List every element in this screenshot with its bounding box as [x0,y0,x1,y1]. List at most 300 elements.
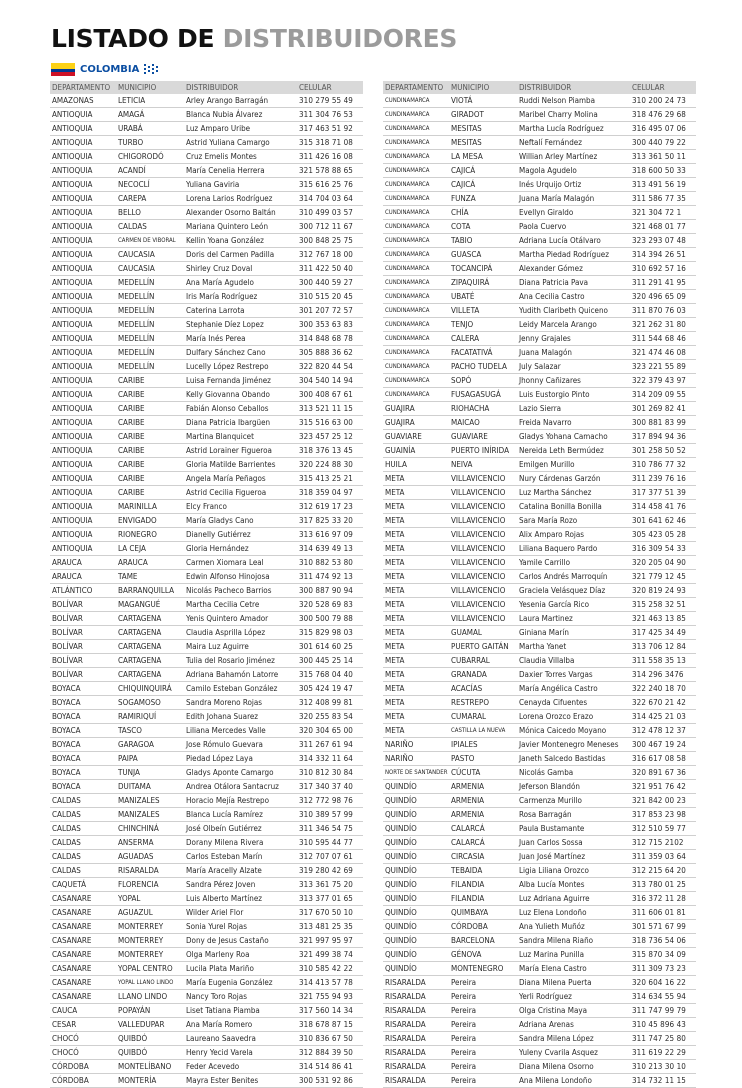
table-row [383,752,696,766]
departamento-cell: META [383,486,449,500]
celular-cell: 317 377 51 39 [630,486,696,500]
distribuidor-cell: Olga Cristina Maya [517,1004,630,1018]
distribuidor-cell: Yerli Rodríguez [517,990,630,1004]
departamento-cell: QUINDÍO [383,934,449,948]
municipio-cell: BARRANQUILLA [116,584,184,598]
municipio-cell: FUNZA [449,192,517,206]
table-row [50,920,363,934]
table-row [383,458,696,472]
municipio-cell: NECOCLÍ [116,178,184,192]
table-row [50,934,363,948]
table-row [50,598,363,612]
distribuidor-cell: Javier Montenegro Meneses [517,738,630,752]
table-row [50,318,363,332]
municipio-cell: MEDELLÍN [116,290,184,304]
celular-cell: 305 424 19 47 [297,682,363,696]
celular-cell: 318 678 87 15 [297,1018,363,1032]
table-row [50,248,363,262]
departamento-cell: CASANARE [50,976,116,990]
table-row [50,1032,363,1046]
distribuidor-cell: Sara María Rozo [517,514,630,528]
municipio-cell: MAGANGUÉ [116,598,184,612]
celular-cell: 316 617 08 58 [630,752,696,766]
celular-cell: 312 619 17 23 [297,500,363,514]
departamento-cell: CUNDINAMARCA [383,94,449,108]
distribuidor-cell: Carmen Xiomara Leal [184,556,297,570]
distribuidor-cell: Nury Cárdenas Garzón [517,472,630,486]
celular-cell: 313 491 56 19 [630,178,696,192]
departamento-cell: CAUCA [50,1004,116,1018]
municipio-cell: CALARCÁ [449,836,517,850]
celular-cell: 311 606 01 81 [630,906,696,920]
municipio-cell: TASCO [116,724,184,738]
distribuidor-cell: Rosa Barragán [517,808,630,822]
municipio-cell: BELLO [116,206,184,220]
departamento-cell: CESAR [50,1018,116,1032]
departamento-cell: CUNDINAMARCA [383,206,449,220]
distribuidor-cell: Willian Arley Martínez [517,150,630,164]
departamento-cell: CASANARE [50,920,116,934]
table-row [50,612,363,626]
table-row [383,416,696,430]
departamento-cell: CASANARE [50,990,116,1004]
celular-cell: 311 619 22 29 [630,1046,696,1060]
celular-cell: 311 747 99 79 [630,1004,696,1018]
celular-cell: 311 426 16 08 [297,150,363,164]
departamento-cell: BOLÍVAR [50,626,116,640]
departamento-cell: META [383,654,449,668]
distribuidor-cell: Juana María Malagón [517,192,630,206]
celular-cell: 310 812 30 84 [297,766,363,780]
municipio-cell: Pereira [449,1032,517,1046]
municipio-cell: CUBARRAL [449,654,517,668]
distribuidor-cell: Alexander Gómez [517,262,630,276]
table-row [50,570,363,584]
celular-cell: 314 732 11 15 [630,1074,696,1088]
table-row [50,500,363,514]
municipio-cell: LLANO LINDO [116,990,184,1004]
departamento-cell: BOLÍVAR [50,612,116,626]
municipio-cell: VILLAVICENCIO [449,472,517,486]
celular-cell: 315 768 04 40 [297,668,363,682]
municipio-cell: MESITAS [449,122,517,136]
table-header-row [383,81,696,94]
departamento-cell: ANTIOQUIA [50,360,116,374]
departamento-cell: RISARALDA [383,976,449,990]
distribuidor-cell: Blanca Nubia Álvarez [184,108,297,122]
distribuidor-cell: Leidy Marcela Arango [517,318,630,332]
departamento-cell: META [383,696,449,710]
departamento-cell: CALDAS [50,836,116,850]
departamento-cell: QUINDÍO [383,808,449,822]
distribuidor-cell: Ana María Romero [184,1018,297,1032]
distribuidor-cell: Graciela Velásquez Díaz [517,584,630,598]
table-row [383,878,696,892]
celular-cell: 317 670 50 10 [297,906,363,920]
departamento-cell: ANTIOQUIA [50,332,116,346]
municipio-cell: RISARALDA [116,864,184,878]
municipio-cell: CHÍA [449,206,517,220]
municipio-cell: VIOTÁ [449,94,517,108]
departamento-cell: CÓRDOBA [50,1060,116,1074]
table-row [383,528,696,542]
distribuidor-cell: Martha Yanet [517,640,630,654]
table-row [50,150,363,164]
distribuidor-cell: Carlos Esteban Marín [184,850,297,864]
celular-cell: 300 440 79 22 [630,136,696,150]
distribuidor-cell: Lucelly López Restrepo [184,360,297,374]
celular-cell: 301 571 67 99 [630,920,696,934]
municipio-cell: POPAYÁN [116,1004,184,1018]
distribuidor-cell: Tulia del Rosario Jiménez [184,654,297,668]
municipio-cell: PAIPA [116,752,184,766]
distribuidor-cell: Astrid Yuliana Camargo [184,136,297,150]
departamento-cell: CUNDINAMARCA [383,192,449,206]
departamento-cell: CUNDINAMARCA [383,276,449,290]
departamento-cell: CUNDINAMARCA [383,374,449,388]
departamento-cell: CUNDINAMARCA [383,220,449,234]
table-row [50,976,363,990]
table-row [383,220,696,234]
celular-cell: 300 712 11 67 [297,220,363,234]
municipio-cell: NEIVA [449,458,517,472]
table-row [383,290,696,304]
departamento-cell: RISARALDA [383,1004,449,1018]
distribuidor-cell: Fabián Alonso Ceballos [184,402,297,416]
departamento-cell: ANTIOQUIA [50,248,116,262]
table-row [383,738,696,752]
municipio-cell: MONTELÍBANO [116,1060,184,1074]
distribuidor-cell: Yamile Carrillo [517,556,630,570]
celular-cell: 313 361 75 20 [297,878,363,892]
distribuidor-cell: Liliana Mercedes Valle [184,724,297,738]
table-row [50,738,363,752]
departamento-cell: META [383,570,449,584]
departamento-cell: ANTIOQUIA [50,206,116,220]
header-municipio: MUNICIPIO [116,81,184,94]
municipio-cell: QUIBDÓ [116,1046,184,1060]
celular-cell: 313 616 97 09 [297,528,363,542]
departamento-cell: CUNDINAMARCA [383,388,449,402]
table-row [50,1046,363,1060]
table-row [50,178,363,192]
departamento-cell: CUNDINAMARCA [383,108,449,122]
departamento-cell: QUINDÍO [383,962,449,976]
table-row [383,906,696,920]
municipio-cell: CUMARAL [449,710,517,724]
table-row [383,780,696,794]
celular-cell: 300 440 59 27 [297,276,363,290]
departamento-cell: QUINDÍO [383,836,449,850]
distribuidor-cell: Lorena Orozco Erazo [517,710,630,724]
distribuidor-cell: Lazio Sierra [517,402,630,416]
municipio-cell: CARIBE [116,472,184,486]
celular-cell: 322 379 43 97 [630,374,696,388]
municipio-cell: Pereira [449,1046,517,1060]
celular-cell: 305 423 05 28 [630,528,696,542]
departamento-cell: ANTIOQUIA [50,234,116,248]
distribuidor-cell: María Gladys Cano [184,514,297,528]
departamento-cell: CASANARE [50,962,116,976]
celular-cell: 312 510 59 77 [630,822,696,836]
table-row [50,556,363,570]
celular-cell: 318 736 54 06 [630,934,696,948]
distribuidor-cell: Henry Yecid Varela [184,1046,297,1060]
municipio-cell: CARMEN DE VIBORAL [116,234,184,248]
table-row [50,696,363,710]
departamento-cell: ANTIOQUIA [50,472,116,486]
municipio-cell: YOPAL LLANO LINDO [116,976,184,990]
municipio-cell: FILANDIA [449,878,517,892]
municipio-cell: GIRADOT [449,108,517,122]
distribuidor-cell: Martha Cecilia Cetre [184,598,297,612]
table-row [383,836,696,850]
celular-cell: 315 516 63 00 [297,416,363,430]
distribuidor-cell: Kellin Yoana González [184,234,297,248]
header-departamento: DEPARTAMENTO [50,81,116,94]
departamento-cell: QUINDÍO [383,920,449,934]
municipio-cell: TENJO [449,318,517,332]
departamento-cell: CALDAS [50,850,116,864]
table-row [50,206,363,220]
celular-cell: 319 280 42 69 [297,864,363,878]
celular-cell: 300 500 79 88 [297,612,363,626]
table-row [50,906,363,920]
distribuidor-cell: Gladys Aponte Camargo [184,766,297,780]
celular-cell: 310 585 42 22 [297,962,363,976]
departamento-cell: ANTIOQUIA [50,290,116,304]
distribuidor-cell: Yesenia García Rico [517,598,630,612]
celular-cell: 321 304 72 1 [630,206,696,220]
departamento-cell: NARIÑO [383,752,449,766]
celular-cell: 312 772 98 76 [297,794,363,808]
celular-cell: 321 779 12 45 [630,570,696,584]
departamento-cell: ANTIOQUIA [50,486,116,500]
celular-cell: 312 408 99 81 [297,696,363,710]
municipio-cell: RAMIRIQUÍ [116,710,184,724]
municipio-cell: LA CEJA [116,542,184,556]
table-row [383,346,696,360]
celular-cell: 320 819 24 93 [630,584,696,598]
distribuidor-cell: Kelly Giovanna Obando [184,388,297,402]
distribuidor-cell: Mayra Ester Benites [184,1074,297,1088]
celular-cell: 311 291 41 95 [630,276,696,290]
dots-icon [144,63,160,75]
municipio-cell: CARIBE [116,402,184,416]
table-row [50,94,363,108]
distribuidor-cell: Ana Cecilia Castro [517,290,630,304]
distribuidor-cell: Edith Johana Suarez [184,710,297,724]
departamento-cell: QUINDÍO [383,864,449,878]
departamento-cell: ANTIOQUIA [50,444,116,458]
table-row [383,150,696,164]
departamento-cell: CUNDINAMARCA [383,262,449,276]
distribuidor-cell: Claudia Asprilla López [184,626,297,640]
distribuidor-cell: Horacio Mejía Restrepo [184,794,297,808]
celular-cell: 320 205 04 90 [630,556,696,570]
departamento-cell: CUNDINAMARCA [383,248,449,262]
municipio-cell: TABIO [449,234,517,248]
departamento-cell: META [383,514,449,528]
municipio-cell: MONTENEGRO [449,962,517,976]
municipio-cell: RESTREPO [449,696,517,710]
municipio-cell: ARAUCA [116,556,184,570]
distribuidor-cell: Ana María Agudelo [184,276,297,290]
municipio-cell: CHINCHINÁ [116,822,184,836]
departamento-cell: HUILA [383,458,449,472]
departamento-cell: META [383,626,449,640]
celular-cell: 313 521 11 15 [297,402,363,416]
header-distribuidor: DISTRIBUIDOR [184,81,297,94]
distribuidor-cell: Sonia Yurel Rojas [184,920,297,934]
municipio-cell: URABÁ [116,122,184,136]
distribuidor-cell: Ligia Liliana Orozco [517,864,630,878]
distribuidor-cell: Diana Milena Puerta [517,976,630,990]
distribuidor-cell: Luz Martha Sánchez [517,486,630,500]
table-row [50,192,363,206]
distribuidor-cell: Luis Eustorgio Pinto [517,388,630,402]
distribuidor-cell: Luz Adriana Aguirre [517,892,630,906]
municipio-cell: CARIBE [116,374,184,388]
table-row [50,108,363,122]
departamento-cell: BOYACA [50,710,116,724]
distribuidor-cell: Nicolás Pacheco Barrios [184,584,297,598]
celular-cell: 311 346 54 75 [297,822,363,836]
table-row [383,164,696,178]
distribuidor-cell: Inés Urquijo Ortiz [517,178,630,192]
departamento-cell: META [383,584,449,598]
celular-cell: 312 767 18 00 [297,248,363,262]
departamento-cell: ANTIOQUIA [50,458,116,472]
celular-cell: 323 221 55 89 [630,360,696,374]
table-row [383,514,696,528]
departamento-cell: CUNDINAMARCA [383,346,449,360]
departamento-cell: RISARALDA [383,1060,449,1074]
distribuidor-cell: Carmenza Murillo [517,794,630,808]
municipio-cell: UBATÉ [449,290,517,304]
table-row [383,430,696,444]
celular-cell: 315 258 32 51 [630,598,696,612]
distribuidor-cell: Liliana Baquero Pardo [517,542,630,556]
departamento-cell: ANTIOQUIA [50,178,116,192]
celular-cell: 321 578 88 65 [297,164,363,178]
table-row [383,472,696,486]
celular-cell: 323 457 25 12 [297,430,363,444]
celular-cell: 311 359 03 64 [630,850,696,864]
celular-cell: 317 894 94 36 [630,430,696,444]
celular-cell: 320 304 65 00 [297,724,363,738]
distribuidor-cell: Camilo Esteban González [184,682,297,696]
celular-cell: 316 495 07 06 [630,122,696,136]
table-row [50,962,363,976]
celular-cell: 320 891 67 36 [630,766,696,780]
municipio-cell: Pereira [449,1060,517,1074]
celular-cell: 321 951 76 42 [630,780,696,794]
table-row [383,808,696,822]
celular-cell: 313 706 12 84 [630,640,696,654]
celular-cell: 310 882 53 80 [297,556,363,570]
celular-cell: 311 558 35 13 [630,654,696,668]
departamento-cell: BOLÍVAR [50,640,116,654]
municipio-cell: CALDAS [116,220,184,234]
table-row [383,486,696,500]
departamento-cell: META [383,556,449,570]
title-part-1: LISTADO DE [51,24,215,53]
celular-cell: 301 269 82 41 [630,402,696,416]
municipio-cell: ENVIGADO [116,514,184,528]
departamento-cell: CUNDINAMARCA [383,234,449,248]
celular-cell: 313 780 01 25 [630,878,696,892]
celular-cell: 311 239 76 16 [630,472,696,486]
distribuidor-cell: Magola Agudelo [517,164,630,178]
municipio-cell: CARIBE [116,458,184,472]
celular-cell: 314 639 49 13 [297,542,363,556]
celular-cell: 321 499 38 74 [297,948,363,962]
distribuidor-cell: Adriana Lucía Otálvaro [517,234,630,248]
distribuidor-cell: Laura Martinez [517,612,630,626]
distribuidor-cell: Luz Marina Punilla [517,948,630,962]
municipio-cell: CASTILLA LA NUEVA [449,724,517,738]
table-row [383,934,696,948]
table-row [50,262,363,276]
municipio-cell: VILLAVICENCIO [449,584,517,598]
table-row [50,136,363,150]
municipio-cell: VILLAVICENCIO [449,570,517,584]
celular-cell: 310 836 67 50 [297,1032,363,1046]
distribuidor-cell: Dianelly Gutiérrez [184,528,297,542]
country-label [51,62,160,76]
distribuidor-cell: Jose Rómulo Guevara [184,738,297,752]
departamento-cell: GUAINÍA [383,444,449,458]
municipio-cell: PACHO TUDELA [449,360,517,374]
municipio-cell: MANIZALES [116,808,184,822]
distribuidor-cell: Blanca Lucía Ramírez [184,808,297,822]
municipio-cell: YOPAL CENTRO [116,962,184,976]
table-row [383,318,696,332]
municipio-cell: CAUCASIA [116,248,184,262]
municipio-cell: VILLAVICENCIO [449,528,517,542]
municipio-cell: RIONEGRO [116,528,184,542]
distribuidor-cell: Angela María Peñagos [184,472,297,486]
departamento-cell: ANTIOQUIA [50,500,116,514]
celular-cell: 314 458 41 76 [630,500,696,514]
distribuidor-cell: Luisa Fernanda Jiménez [184,374,297,388]
departamento-cell: CAQUETÁ [50,878,116,892]
municipio-cell: SOPÓ [449,374,517,388]
table-row [383,962,696,976]
celular-cell: 312 884 39 50 [297,1046,363,1060]
departamento-cell: CALDAS [50,794,116,808]
departamento-cell: META [383,598,449,612]
table-row [50,584,363,598]
table-row [383,542,696,556]
distribuidor-cell: Emilgen Murillo [517,458,630,472]
celular-cell: 320 255 83 54 [297,710,363,724]
municipio-cell: GARAGOA [116,738,184,752]
table-row [50,388,363,402]
table-row [383,1046,696,1060]
departamento-cell: ANTIOQUIA [50,192,116,206]
table-row [383,402,696,416]
municipio-cell: VILLAVICENCIO [449,500,517,514]
municipio-cell: MEDELLÍN [116,332,184,346]
distribuidor-cell: Adriana Arenas [517,1018,630,1032]
distribuidor-cell: Astrid Lorainer Figueroa [184,444,297,458]
table-row [383,892,696,906]
departamento-cell: META [383,710,449,724]
table-row [50,416,363,430]
table-row [383,948,696,962]
